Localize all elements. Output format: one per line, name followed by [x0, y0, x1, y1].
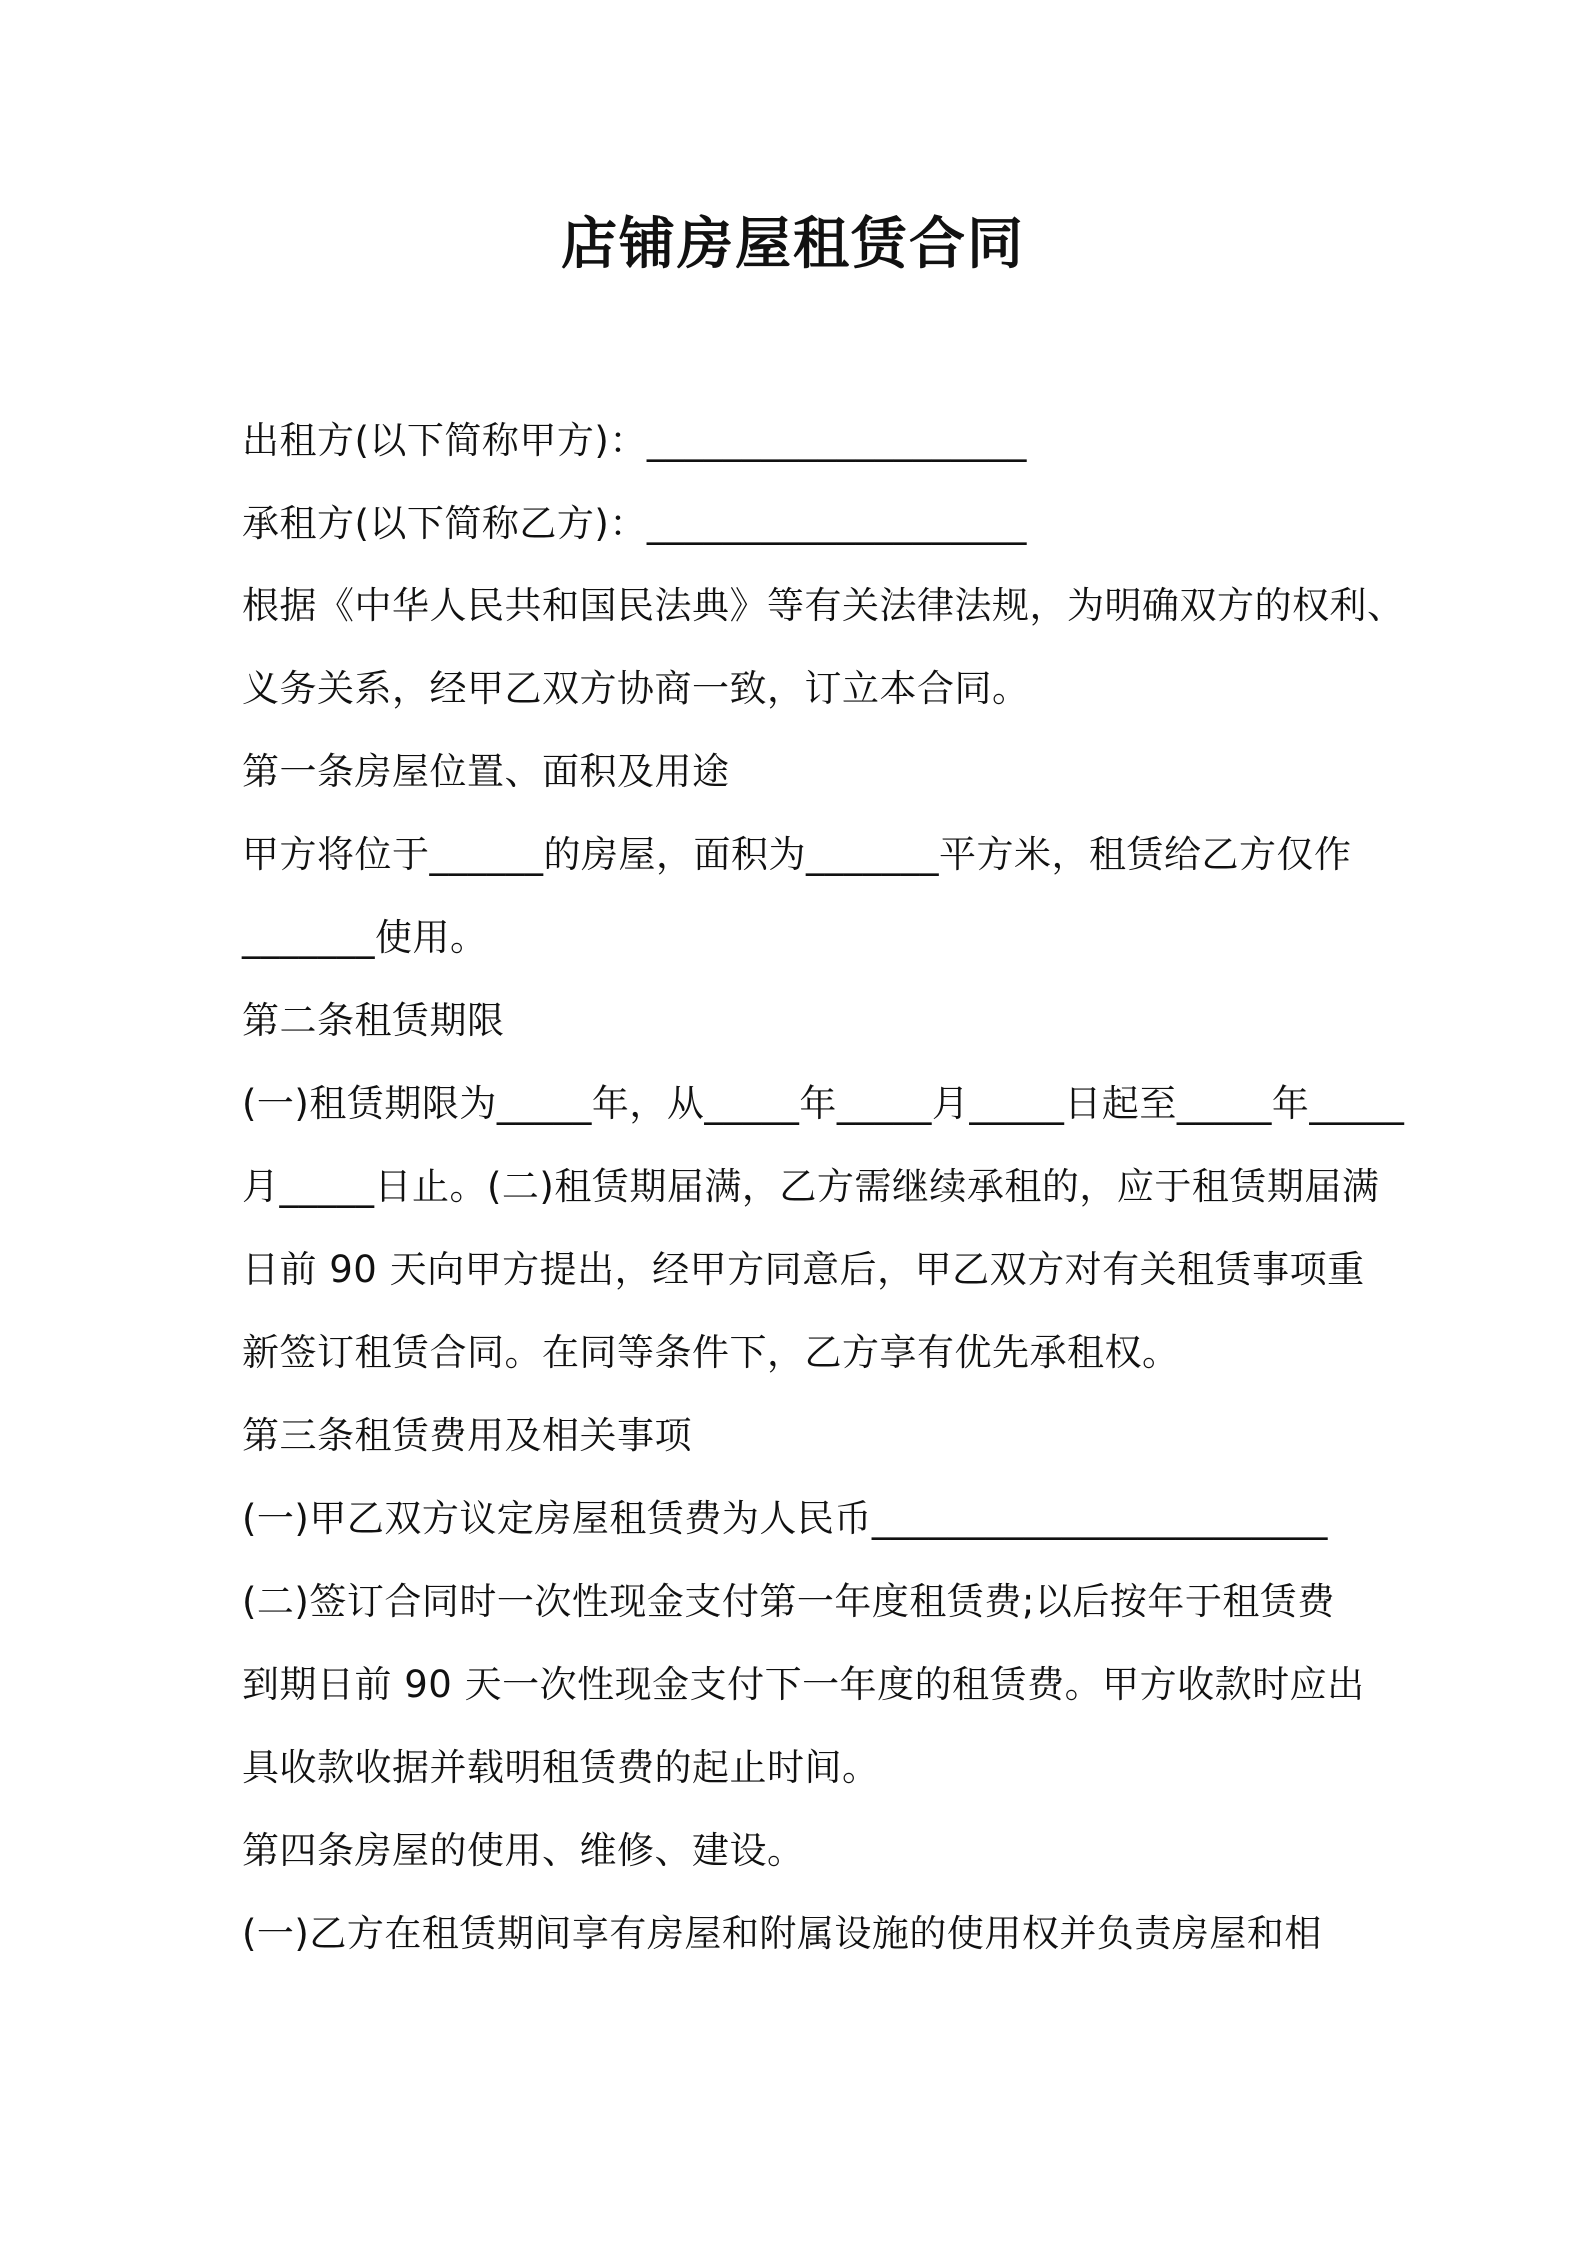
- article-1-line-1: 甲方将位于______的房屋，面积为_______平方米，租赁给乙方仅作: [242, 833, 1352, 876]
- lessee-line: 承租方(以下简称乙方)：____________________: [242, 502, 1027, 545]
- article-4-line-1: (一)乙方在租赁期间享有房屋和附属设施的使用权并负责房屋和相: [242, 1912, 1322, 1955]
- article-4-heading: 第四条房屋的使用、维修、建设。: [242, 1829, 805, 1872]
- preamble-line-2: 义务关系，经甲乙双方协商一致，订立本合同。: [242, 667, 1030, 710]
- article-2-heading: 第二条租赁期限: [242, 999, 505, 1042]
- preamble-line-1: 根据《中华人民共和国民法典》等有关法律法规，为明确双方的权利、: [242, 584, 1405, 627]
- article-2-line-4: 新签订租赁合同。在同等条件下，乙方享有优先承租权。: [242, 1331, 1180, 1374]
- page-title: 店铺房屋租赁合同: [561, 212, 1025, 277]
- article-2-line-2: 月_____日止。(二)租赁期届满，乙方需继续承租的，应于租赁期届满: [242, 1165, 1380, 1208]
- lessor-line: 出租方(以下简称甲方)：____________________: [242, 419, 1027, 462]
- article-3-line-3: 到期日前 90 天一次性现金支付下一年度的租赁费。甲方收款时应出: [242, 1663, 1365, 1706]
- article-3-line-2: (二)签订合同时一次性现金支付第一年度租赁费;以后按年于租赁费: [242, 1580, 1335, 1623]
- article-1-line-2: _______使用。: [242, 916, 488, 959]
- article-2-line-3: 日前 90 天向甲方提出，经甲方同意后，甲乙双方对有关租赁事项重: [242, 1248, 1365, 1291]
- article-3-line-1: (一)甲乙双方议定房屋租赁费为人民币________________________: [242, 1497, 1328, 1540]
- article-3-line-4: 具收款收据并载明租赁费的起止时间。: [242, 1746, 880, 1789]
- article-1-heading: 第一条房屋位置、面积及用途: [242, 750, 730, 793]
- article-3-heading: 第三条租赁费用及相关事项: [242, 1414, 692, 1457]
- article-2-line-1: (一)租赁期限为_____年，从_____年_____月_____日起至_____年_____: [242, 1082, 1405, 1125]
